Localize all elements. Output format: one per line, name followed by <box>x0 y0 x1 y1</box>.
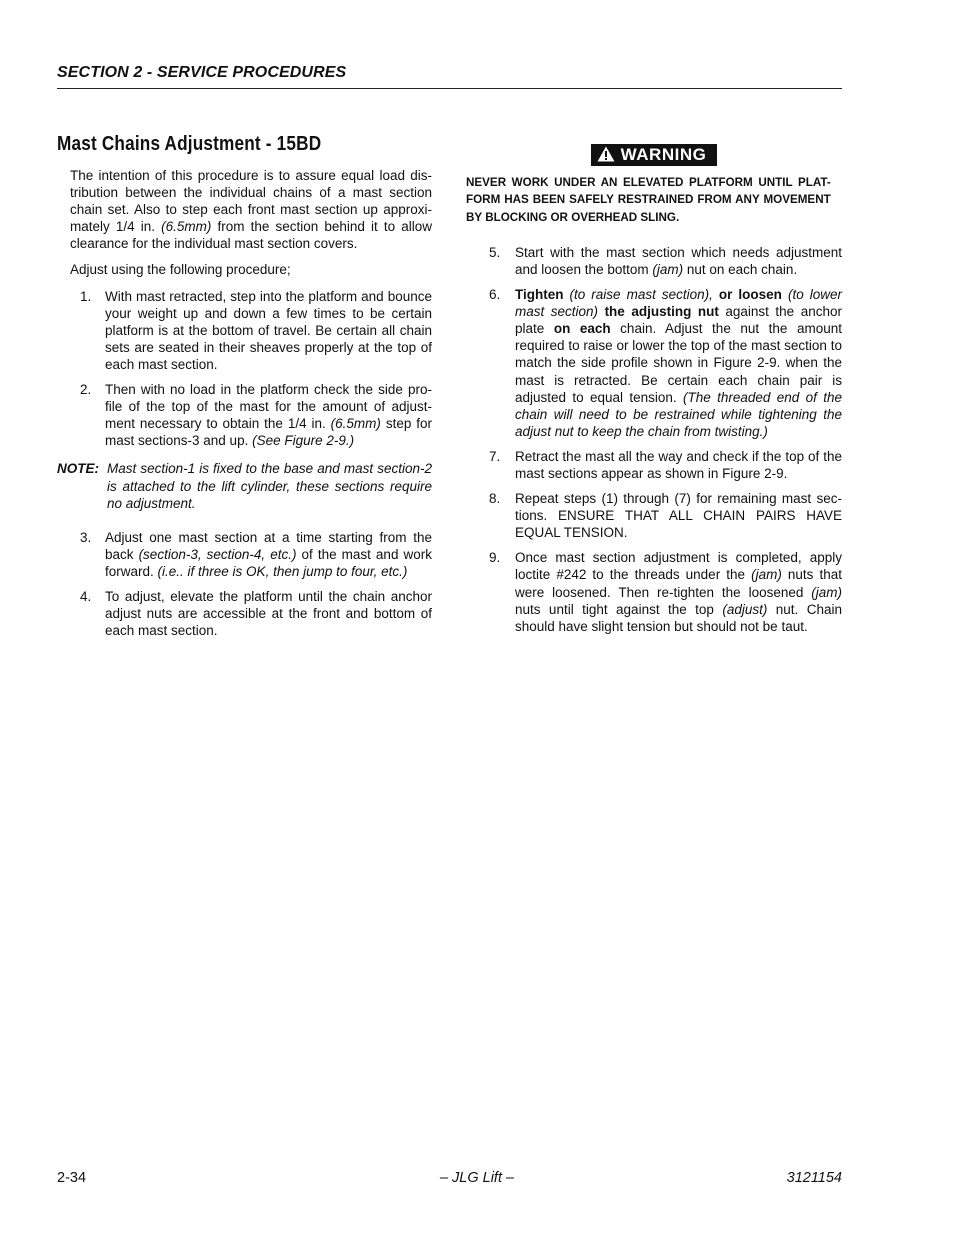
step-text: step for mast sections-3 and up. <box>105 416 432 449</box>
warning-header <box>466 144 842 168</box>
step-text: Then with no load in the platform check the side pro-file of the top of the mast for the amount of adjust-ment necessary to obtain the 1/4 in. <box>105 382 432 432</box>
step-text-italic: (jam) <box>811 584 842 600</box>
left-column <box>57 167 432 647</box>
step-9 <box>466 549 842 634</box>
step-text: nuts until tight against the top <box>515 601 723 617</box>
step-text: To adjust, elevate the platform until the chain anchor adjust nuts are accessible at the front and bottom of each mast section. <box>105 588 432 639</box>
step-1 <box>57 288 432 373</box>
step-4 <box>57 588 432 639</box>
step-number: 7. <box>489 448 501 464</box>
step-number: 3. <box>80 529 92 545</box>
step-number: 4. <box>80 588 92 604</box>
step-8 <box>466 490 842 541</box>
step-text: chain. Adjust the nut the amount required to raise or lower the top of the mast section to match the side profile shown in Figure 2-9. when the mast is retracted. Be certain each chain pair is adjusted to equal tension. <box>515 321 843 405</box>
adjust-line: Adjust using the following procedure; <box>70 262 291 278</box>
note-text: Mast section-1 is fixed to the base and mast section-2 is attached to the lift cylinder, these sections require no adjustment. <box>107 461 432 511</box>
step-text-italic: (jam) <box>652 261 684 277</box>
step-2 <box>57 381 432 449</box>
step-text-bold: or loosen <box>712 287 782 303</box>
right-column <box>466 144 842 643</box>
step-text-bold: on each <box>553 321 611 337</box>
step-text: Once mast section adjustment is completed, apply loctite #242 to the threads under the <box>515 550 842 583</box>
step-number: 5. <box>489 244 501 260</box>
intro-text-a: The intention of this procedure is to assure equal load dis-tribution between the individual chains of a mast section chain set. Also to step each front mast section up approxi-mately 1/4 in. <box>70 168 432 235</box>
step-text: Repeat steps (1) through (7) for remaining mast sec-tions. ENSURE THAT ALL CHAIN PAIRS HAVE EQUAL TENSION. <box>515 491 842 541</box>
step-text: against the anchor plate <box>515 304 842 337</box>
warning-text: NEVER WORK UNDER AN ELEVATED PLATFORM UNTIL PLAT-FORM HAS BEEN SAFELY RESTRAINED FROM ANY MOVEMENT BY BLOCKING OR OVERHEAD SLING. <box>466 175 831 224</box>
step-text: nuts that were loosened. Then re-tighten the loosened <box>515 567 842 600</box>
step-text-italic: (to lower mast section) <box>515 287 842 320</box>
step-number: 6. <box>489 287 501 303</box>
step-text: Start with the mast section which needs adjustment and loosen the bottom <box>515 244 842 277</box>
intro-paragraph <box>57 167 432 252</box>
section-header <box>57 64 842 89</box>
step-text: of the mast and work forward. <box>105 546 432 579</box>
step-text-italic: (section-3, section-4, etc.) <box>138 546 297 562</box>
step-text: nut on each chain. <box>683 261 798 277</box>
footer-doc-number: 3121154 <box>786 1170 842 1186</box>
step-text-bold: the adjusting nut <box>598 304 719 320</box>
step-number: 2. <box>80 382 92 398</box>
step-text: nut. Chain should have slight tension but should not be taut. <box>515 601 842 634</box>
step-number: 8. <box>489 491 501 507</box>
warning-triangle-icon <box>597 146 615 162</box>
step-text-italic: (i.e.. if three is OK, then jump to four, etc.) <box>157 563 408 579</box>
step-text: With mast retracted, step into the platform and bounce your weight up and down a few times to be certain platform is at the bottom of travel. Be certain all chain sets are seated in their sheaves properly at the top of each mast section. <box>105 288 432 372</box>
step-text: Retract the mast all the way and check if the top of the mast sections appear as shown in Figure 2-9. <box>515 448 842 482</box>
step-text-italic: (The threaded end of the chain will need to be restrained while tightening the adjust nut to keep the chain from twisting.) <box>515 389 842 439</box>
footer-page-number: 2-34 <box>57 1170 87 1186</box>
step-text-italic: (jam) <box>751 567 782 583</box>
warning-label: WARNING <box>620 145 707 164</box>
step-text-italic: (adjust) <box>722 601 768 617</box>
step-text: Adjust one mast section at a time starting from the back <box>105 529 432 562</box>
step-number: 1. <box>80 288 92 304</box>
figure-reference: (See Figure 2-9.) <box>252 433 355 449</box>
step-7 <box>466 448 842 482</box>
section-header-text: SECTION 2 - SERVICE PROCEDURES <box>57 64 347 81</box>
footer-brand: – JLG Lift – <box>439 1170 515 1186</box>
intro-text-b: (6.5mm) <box>161 219 212 235</box>
warning-badge <box>591 144 718 166</box>
step-number: 9. <box>489 550 501 566</box>
step-5 <box>466 244 842 278</box>
step-6 <box>466 286 842 440</box>
step-text-italic: (6.5mm) <box>330 416 381 432</box>
note-label: NOTE: <box>57 461 99 477</box>
note-block <box>57 460 432 511</box>
step-text-italic: (to raise mast section), <box>563 287 713 303</box>
intro-text-c: from the section behind it to allow clearance for the individual mast section covers. <box>70 219 432 252</box>
page-title: Mast Chains Adjustment - 15BD <box>57 133 322 155</box>
step-text-bold: Tighten <box>515 287 564 303</box>
step-3 <box>57 529 432 580</box>
